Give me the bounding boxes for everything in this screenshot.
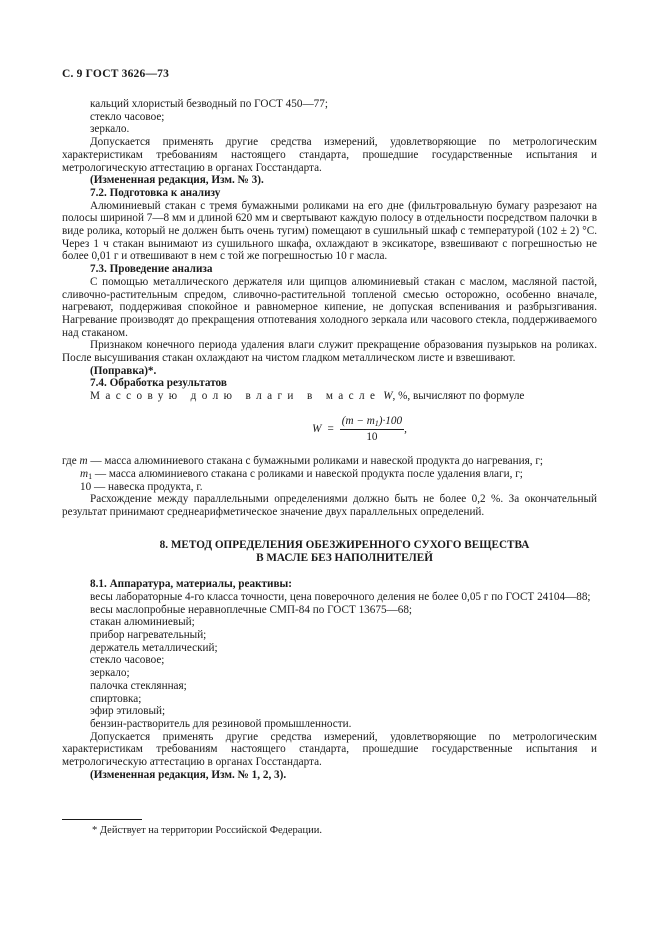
list-item: стекло часовое; — [90, 110, 165, 123]
list-item: зеркало. — [90, 123, 130, 136]
formula-equals: = — [327, 422, 334, 435]
formula-denominator: 10 — [366, 430, 378, 443]
list-item: прибор нагревательный; — [90, 629, 207, 642]
heading-7-3: 7.3. Проведение анализа — [90, 263, 213, 276]
list-item: держатель металлический; — [90, 641, 218, 654]
paragraph-discrepancy: Расхождение между параллельными определениями должно быть не более 0,2 %. За окончательный результат принимают среднеарифметическое значение двух параллельных определений. — [62, 493, 597, 519]
list-item: кальций хлористый безводный по ГОСТ 450—77; — [90, 98, 328, 110]
definition-term: m — [80, 467, 89, 480]
heading-7-2: 7.2. Подготовка к анализу — [90, 186, 221, 199]
definition-row — [62, 455, 597, 468]
definition-term: 10 — [80, 480, 92, 493]
spaced-text: Массовую долю влаги в масле — [90, 390, 381, 403]
revision-note: (Измененная редакция, Изм. № 3). — [90, 174, 264, 187]
list-item: бензин-растворитель для резиновой промышленности. — [90, 717, 352, 730]
formula-tail: , — [404, 422, 407, 435]
list-item: стекло часовое; — [90, 654, 165, 667]
revision-note-2: (Измененная редакция, Изм. № 1, 2, 3). — [90, 768, 287, 781]
formula-numerator — [340, 415, 404, 430]
numerator-part-a: (m − m — [341, 414, 375, 427]
definition-row — [62, 468, 597, 481]
definition-prefix: где — [62, 455, 77, 468]
paragraph-7-2: Алюминиевый стакан с тремя бумажными роликами на его дне (фильтровальную бумагу разрезают на полосы шириной 7—8 мм и длиной 620 мм и свертывают каждую полосу в отдельности посредством палочки в виде ролика, который не должен быть очень тугим) помещают в сушильный шкаф с температурой (102 ± 2) °С. Через 1 ч стакан вынимают из сушильного шкафа, охлаждают в эксикаторе, взвешивают с погрешностью не более 0,01 г и отвешивают в нем с той же погрешностью 10 г масла. — [62, 199, 597, 263]
footnote: * Действует на территории Российской Федерации. — [92, 825, 322, 836]
list-item: зеркало; — [90, 667, 130, 680]
list-item: палочка стеклянная; — [90, 679, 187, 692]
section-8-title-line-1: 8. МЕТОД ОПРЕДЕЛЕНИЯ ОБЕЗЖИРЕННОГО СУХОГО ВЕЩЕСТВА — [159, 538, 530, 551]
formula — [122, 415, 597, 443]
definition-text: — масса алюминиевого стакана с бумажными роликами и навеской продукта до нагревания, г; — [90, 455, 544, 468]
document-body — [62, 98, 597, 781]
list-item: спиртовка; — [90, 692, 142, 705]
variable-definitions — [62, 455, 597, 493]
formula-lhs: W — [312, 422, 322, 435]
list-item: эфир этиловый; — [90, 705, 166, 718]
list-item-scales: весы лабораторные 4-го класса точности, цена поверочного деления не более 0,05 г по ГОСТ 24104—88; — [90, 590, 591, 603]
list-item: стакан алюминиевый; — [90, 616, 195, 629]
paragraph-allowed-instruments-2: Допускается применять другие средства измерений, удовлетворяющие по метрологическим характеристикам требованиям настоящего стандарта, прошедшие государственные испытания и метрологическую аттестацию в органах Госстандарта. — [62, 730, 597, 769]
heading-7-4: 7.4. Обработка результатов — [90, 377, 227, 390]
definition-text: — навеска продукта, г. — [93, 480, 203, 493]
formula-fraction — [340, 415, 404, 443]
numerator-part-b: )·100 — [378, 414, 403, 427]
paragraph-7-3-b: Признаком конечного периода удаления влаги служит прекращение образования пузырьков на роликах. После высушивания стакан охлаждают на чистом гладком металлическом листе и взвешивают. — [62, 339, 597, 365]
list-item: весы маслопробные неравноплечные СМП-84 по ГОСТ 13675—68; — [90, 603, 413, 616]
variable-w: W — [383, 390, 393, 403]
definition-row — [62, 481, 597, 494]
section-8-title-line-2: В МАСЛЕ БЕЗ НАПОЛНИТЕЛЕЙ — [256, 551, 433, 564]
section-8-title — [92, 539, 597, 564]
paragraph-allowed-instruments: Допускается применять другие средства измерений, удовлетворяющие по метрологическим характеристикам требованиям настоящего стандарта, прошедшие государственные испытания и метрологическую аттестацию в органах Госстандарта. — [62, 136, 597, 174]
numerator-subscript: 1 — [374, 418, 379, 428]
definition-term: m — [79, 455, 88, 468]
paragraph-7-4 — [62, 390, 597, 403]
paragraph-7-4-rest: , %, вычисляют по формуле — [392, 390, 525, 403]
footnote-divider — [62, 819, 142, 820]
heading-8-1: 8.1. Аппаратура, материалы, реактивы: — [90, 578, 292, 591]
paragraph-7-3-a: С помощью металлического держателя или щипцов алюминиевый стакан с маслом, масляной пастой, сливочно-растительным спредом, сливочно-растительной топленой смесью осторожно, особенно вначале, нагревают, поддерживая спокойное и равномерное кипение, не допуская вспенивания и разбрызгивания. Нагревание производят до прекращения отпотевания холодного зеркала или часового стекла, поддерживаемого над стаканом. — [62, 275, 597, 339]
definition-subscript: 1 — [88, 471, 93, 481]
amendment-note: (Поправка)*. — [90, 364, 157, 377]
definition-text: — масса алюминиевого стакана с роликами и навеской продукта после удаления влаги, г; — [94, 467, 523, 480]
page-header: С. 9 ГОСТ 3626—73 — [62, 68, 170, 80]
